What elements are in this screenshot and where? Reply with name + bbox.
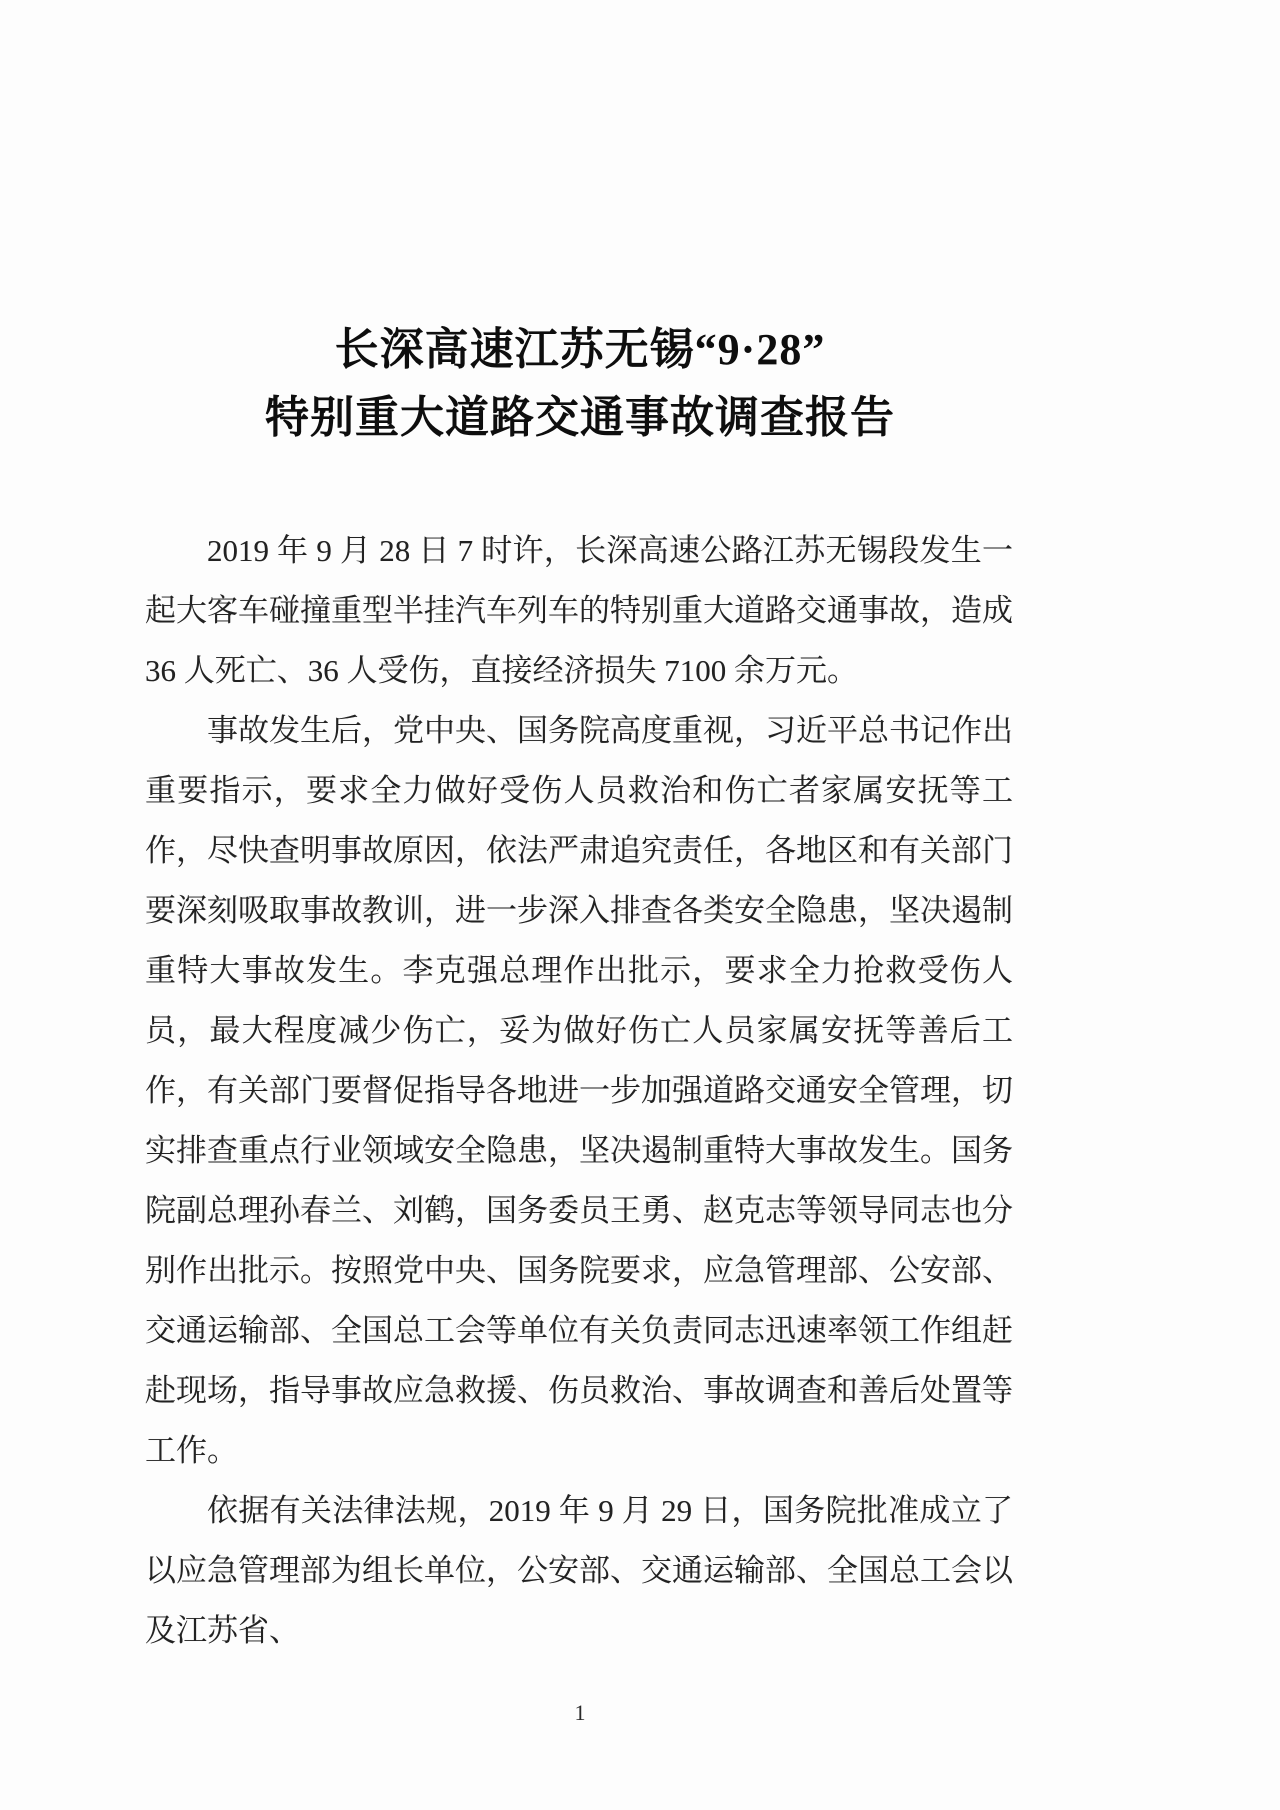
- page-footer: [145, 1698, 1015, 1728]
- paragraph-investigation-team: 依据有关法律法规，2019 年 9 月 29 日，国务院批准成立了以应急管理部为组长单位，公安部、交通运输部、全国总工会以及江苏省、: [145, 1493, 1013, 1648]
- page-number: 1: [574, 1700, 586, 1725]
- title-line-1: 长深高速江苏无锡“9·28”: [334, 325, 826, 374]
- paragraph-leadership-response: 事故发生后，党中央、国务院高度重视，习近平总书记作出重要指示，要求全力做好受伤人员救治和伤亡者家属安抚等工作，尽快查明事故原因，依法严肃追究责任，各地区和有关部门要深刻吸取事故教训，进一步深入排查各类安全隐患，坚决遏制重特大事故发生。李克强总理作出批示，要求全力抢救受伤人员，最大程度减少伤亡，妥为做好伤亡人员家属安抚等善后工作，有关部门要督促指导各地进一步加强道路交通安全管理，切实排查重点行业领域安全隐患，坚决遏制重特大事故发生。国务院副总理孙春兰、刘鹤，国务委员王勇、赵克志等领导同志也分别作出批示。按照党中央、国务院要求，应急管理部、公安部、交通运输部、全国总工会等单位有关负责同志迅速率领工作组赶赴现场，指导事故应急救援、伤员救治、事故调查和善后处置等工作。: [145, 713, 1013, 1468]
- document-title: [145, 316, 1015, 452]
- document-body: [145, 521, 1013, 1661]
- title-line-2: 特别重大道路交通事故调查报告: [265, 393, 895, 442]
- paragraph-intro: 2019 年 9 月 28 日 7 时许，长深高速公路江苏无锡段发生一起大客车碰撞重型半挂汽车列车的特别重大道路交通事故，造成 36 人死亡、36 人受伤，直接经济损失 7100 余万元。: [145, 533, 1013, 688]
